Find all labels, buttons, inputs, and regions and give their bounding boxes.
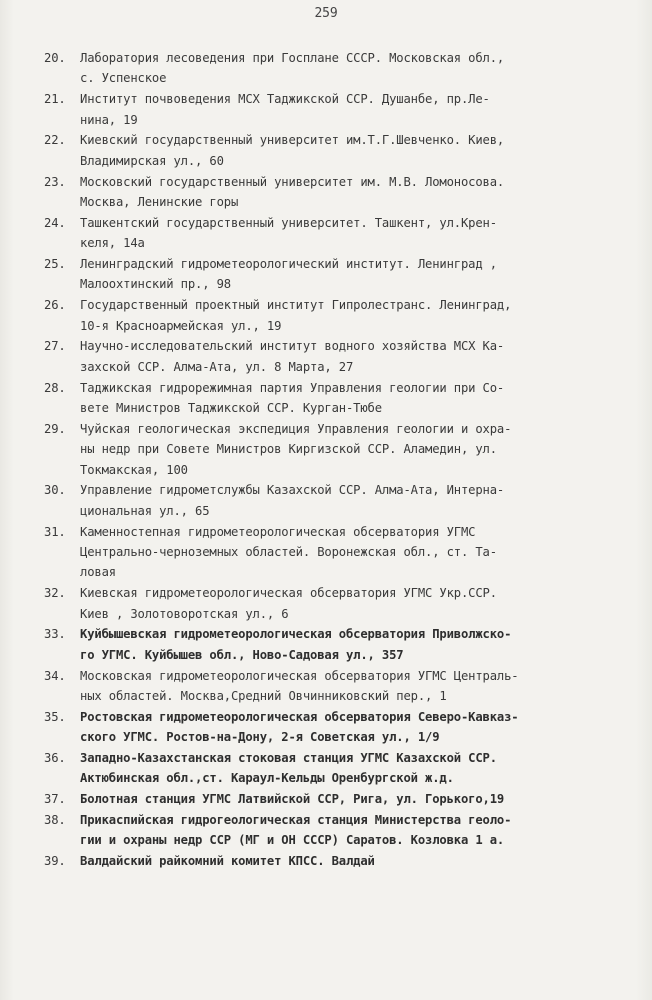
entry-number: 39.: [44, 854, 66, 869]
page-number: 259: [314, 6, 338, 21]
entry-line: келя, 14а: [80, 236, 145, 251]
entry-line: Малоохтинский пр., 98: [80, 277, 231, 292]
entry-line: ского УГМС. Ростов-на-Дону, 2-я Советская ул., 1/9: [80, 730, 440, 745]
list-item-30: [0, 480, 652, 521]
entry-line: Ростовская гидрометеорологическая обсерватория Северо-Кавказ-: [80, 709, 519, 724]
entry-line: Чуйская геологическая экспедиция Управления геологии и охра-: [80, 421, 512, 436]
entry-line: Таджикская гидрорежимная партия Управления геологии при Со-: [80, 380, 505, 395]
entry-line: Управление гидрометслужбы Казахской ССР. Алма-Ата, Интерна-: [80, 483, 505, 498]
entry-line: ны недр при Совете Министров Киргизской ССР. Аламедин, ул.: [80, 442, 497, 457]
list-item-20: [0, 48, 652, 89]
entry-line: Институт почвоведения МСХ Таджикской ССР. Душанбе, пр.Ле-: [80, 92, 490, 107]
entry-number: 22.: [44, 133, 66, 148]
entry-line: с. Успенское: [80, 71, 167, 86]
entry-number: 36.: [44, 751, 66, 766]
entry-line: нина, 19: [80, 112, 138, 127]
list-item-31: [0, 522, 652, 583]
entry-line: Куйбышевская гидрометеорологическая обсерватория Приволжско-: [80, 627, 512, 642]
entry-number: 27.: [44, 339, 66, 354]
list-item-38: [0, 810, 652, 851]
list-item-23: [0, 172, 652, 213]
entry-line: Владимирская ул., 60: [80, 153, 224, 168]
entry-number: 25.: [44, 257, 66, 272]
entry-number: 21.: [44, 92, 66, 107]
entry-number: 28.: [44, 380, 66, 395]
entry-number: 26.: [44, 298, 66, 313]
entry-line: Москва, Ленинские горы: [80, 195, 239, 210]
entry-line: Актюбинская обл.,ст. Караул-Кельды Оренбургской ж.д.: [80, 771, 454, 786]
entry-line: Научно-исследовательский институт водного хозяйства МСХ Ка-: [80, 339, 505, 354]
entry-number: 34.: [44, 668, 66, 683]
list-item-36: [0, 748, 652, 789]
entry-number: 23.: [44, 174, 66, 189]
entry-number: 35.: [44, 709, 66, 724]
entry-line: Центрально-черноземных областей. Воронежская обл., ст. Та-: [80, 545, 497, 560]
list-item-26: [0, 295, 652, 336]
entry-line: Болотная станция УГМС Латвийской ССР, Рига, ул. Горького,19: [80, 792, 505, 807]
entry-line: Московская гидрометеорологическая обсерватория УГМС Централь-: [80, 668, 519, 683]
entry-line: Валдайский райкомний комитет КПСС. Валдай: [80, 854, 375, 869]
entry-line: Прикаспийская гидрогеологическая станция Министерства геоло-: [80, 813, 512, 828]
entry-line: 10-я Красноармейская ул., 19: [80, 318, 282, 333]
entry-number: 24.: [44, 215, 66, 230]
entry-line: циональная ул., 65: [80, 503, 210, 518]
entry-line: Московский государственный университет им. М.В. Ломоносова.: [80, 174, 505, 189]
list-item-33: [0, 624, 652, 665]
entry-line: ловая: [80, 565, 116, 580]
entry-number: 38.: [44, 813, 66, 828]
entry-line: вете Министров Таджикской ССР. Курган-Тюбе: [80, 401, 382, 416]
entry-number: 20.: [44, 51, 66, 65]
entry-line: гии и охраны недр ССР (МГ и ОН СССР) Саратов. Козловка 1 а.: [80, 833, 505, 848]
list-item-22: [0, 130, 652, 171]
list-item-24: [0, 213, 652, 254]
entry-line: Ташкентский государственный университет. Ташкент, ул.Крен-: [80, 215, 497, 230]
list-item-39: [0, 851, 652, 871]
list-item-29: [0, 419, 652, 480]
entry-number: 37.: [44, 792, 66, 807]
list-item-28: [0, 378, 652, 419]
list-item-32: [0, 583, 652, 624]
entry-number: 29.: [44, 421, 66, 436]
entry-line: Каменностепная гидрометеорологическая обсерватория УГМС: [80, 524, 476, 539]
entry-line: го УГМС. Куйбышев обл., Ново-Садовая ул., 357: [80, 647, 404, 662]
list-item-25: [0, 254, 652, 295]
entry-line: Лаборатория лесоведения при Госплане СССР. Московская обл.,: [80, 51, 505, 65]
list-item-34: [0, 666, 652, 707]
entry-number: 33.: [44, 627, 66, 642]
entry-line: Киевская гидрометеорологическая обсерватория УГМС Укр.ССР.: [80, 586, 497, 601]
entry-line: Токмакская, 100: [80, 462, 188, 477]
entry-number: 30.: [44, 483, 66, 498]
entry-line: Киев , Золотоворотская ул., 6: [80, 606, 289, 621]
entry-line: Ленинградский гидрометеорологический институт. Ленинград ,: [80, 257, 497, 272]
entry-line: Киевский государственный университет им.Т.Г.Шевченко. Киев,: [80, 133, 505, 148]
list-item-27: [0, 336, 652, 377]
entry-line: захской ССР. Алма-Ата, ул. 8 Марта, 27: [80, 359, 354, 374]
entry-number: 31.: [44, 524, 66, 539]
address-list: [0, 48, 652, 872]
list-item-37: [0, 789, 652, 809]
list-item-21: [0, 89, 652, 130]
entry-number: 32.: [44, 586, 66, 601]
list-item-35: [0, 707, 652, 748]
entry-line: ных областей. Москва,Средний Овчинниковский пер., 1: [80, 689, 447, 704]
entry-line: Западно-Казахстанская стоковая станция УГМС Казахской ССР.: [80, 751, 497, 766]
entry-line: Государственный проектный институт Гипролестранс. Ленинград,: [80, 298, 512, 313]
